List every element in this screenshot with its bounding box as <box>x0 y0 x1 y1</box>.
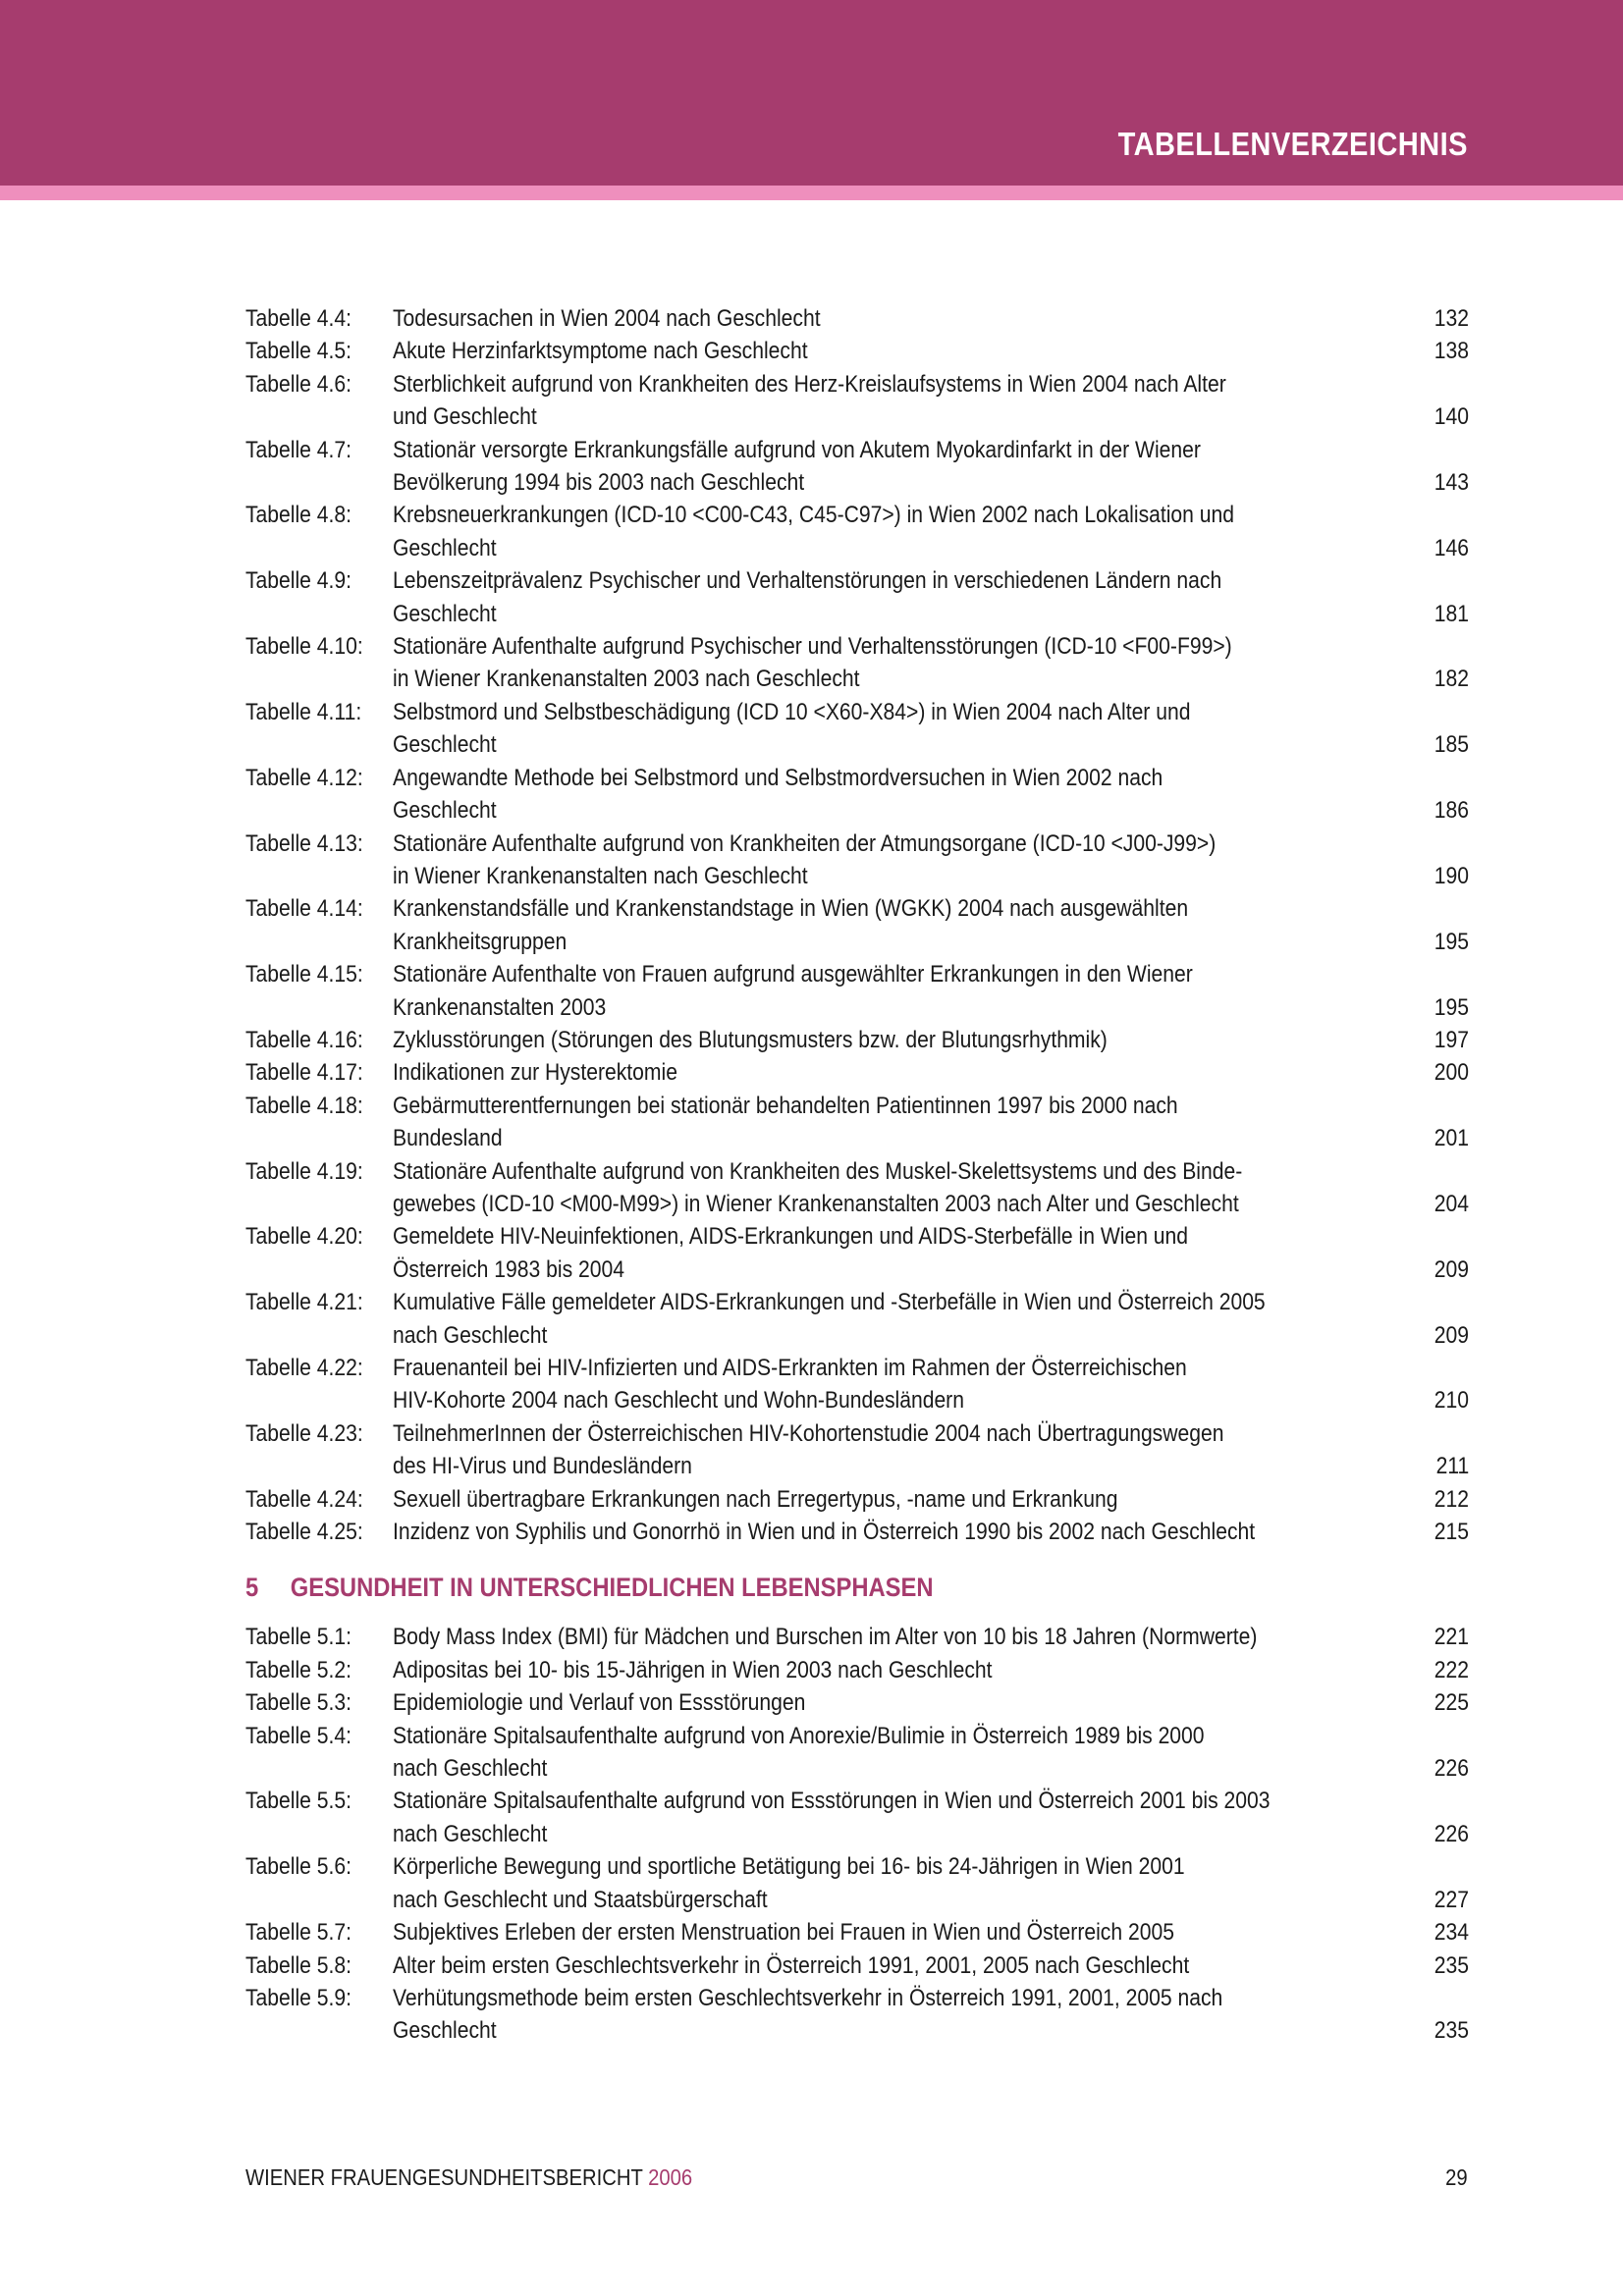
toc-entry-title: Alter beim ersten Geschlechtsverkehr in Österreich 1991, 2001, 2005 nach Geschlecht <box>393 1951 1190 1979</box>
toc-entry <box>245 564 1469 630</box>
toc-entry <box>245 1483 1469 1516</box>
section-title: GESUNDHEIT IN UNTERSCHIEDLICHEN LEBENSPHASEN <box>290 1573 934 1603</box>
toc-entry <box>245 1090 1469 1155</box>
footer-report-name: WIENER FRAUENGESUNDHEITSBERICHT <box>245 2164 643 2190</box>
toc-entry <box>245 302 1469 335</box>
toc-entry <box>245 696 1469 762</box>
toc-entry <box>245 1056 1469 1089</box>
toc-entry-title: Epidemiologie und Verlauf von Essstörungen <box>393 1689 806 1717</box>
toc-entry-label: Tabelle 4.8: <box>245 502 352 529</box>
toc-entry-title: Gemeldete HIV-Neuinfektionen, AIDS-Erkrankungen und AIDS-Sterbefälle in Wien und Österreich 1983 bis 2004 <box>393 1223 1189 1283</box>
toc-entry <box>245 499 1469 564</box>
section-heading <box>245 1570 1322 1605</box>
toc-entry-title: Stationäre Aufenthalte aufgrund von Krankheiten der Atmungsorgane (ICD-10 <J00-J99>) in Wiener Krankenanstalten nach Geschlecht <box>393 829 1217 889</box>
toc-entry-title: Stationär versorgte Erkrankungsfälle aufgrund von Akutem Myokardinfarkt in der Wiener Bevölkerung 1994 bis 2003 nach Geschlecht <box>393 436 1201 497</box>
toc-entry-page: 146 <box>1434 534 1469 561</box>
toc-entry <box>245 1621 1469 1653</box>
toc-entry-label: Tabelle 4.16: <box>245 1026 363 1053</box>
toc-entry-label: Tabelle 4.4: <box>245 305 352 332</box>
toc-entry <box>245 434 1469 500</box>
toc-entry-title: Selbstmord und Selbstbeschädigung (ICD 10 <X60-X84>) in Wien 2004 nach Alter und Geschlecht <box>393 698 1191 759</box>
toc-entry-page: 195 <box>1434 993 1469 1021</box>
toc-entry <box>245 1654 1469 1686</box>
toc-entry-title: Angewandte Methode bei Selbstmord und Selbstmordversuchen in Wien 2002 nach Geschlecht <box>393 764 1163 825</box>
section-number: 5 <box>245 1573 259 1603</box>
toc-entry-page: 143 <box>1434 469 1469 497</box>
toc-entry <box>245 1024 1469 1056</box>
toc-entry-page: 221 <box>1434 1624 1469 1651</box>
toc-entry-label: Tabelle 5.5: <box>245 1788 352 1815</box>
toc-entry-page: 225 <box>1434 1689 1469 1717</box>
footer-year: 2006 <box>648 2164 693 2190</box>
toc-entry-title: Kumulative Fälle gemeldeter AIDS-Erkrankungen und -Sterbefälle in Wien und Österreich 2005 nach Geschlecht <box>393 1289 1266 1349</box>
toc-entry-label: Tabelle 5.3: <box>245 1689 352 1717</box>
toc-entry-page: 211 <box>1435 1453 1469 1480</box>
toc-entry <box>245 1916 1469 1949</box>
toc-entry-title: Körperliche Bewegung und sportliche Betätigung bei 16- bis 24-Jährigen in Wien 2001 nach Geschlecht und Staatsbürgerschaft <box>393 1853 1185 1913</box>
toc-entry-label: Tabelle 4.14: <box>245 895 363 923</box>
toc-entry-title: Stationäre Spitalsaufenthalte aufgrund von Essstörungen in Wien und Österreich 2001 bis 2003 nach Geschlecht <box>393 1788 1271 1847</box>
toc-entry-label: Tabelle 5.6: <box>245 1853 352 1881</box>
toc-entry-title: Verhütungsmethode beim ersten Geschlechtsverkehr in Österreich 1991, 2001, 2005 nach Geschlecht <box>393 1984 1223 2045</box>
toc-entry-page: 181 <box>1434 600 1469 627</box>
toc-entry <box>245 892 1469 958</box>
toc-entry-page: 182 <box>1434 666 1469 693</box>
toc-entry <box>245 1785 1469 1850</box>
toc-entry-label: Tabelle 5.1: <box>245 1624 352 1651</box>
toc-entry-label: Tabelle 4.18: <box>245 1092 363 1119</box>
toc-entry-title: Frauenanteil bei HIV-Infizierten und AIDS-Erkrankten im Rahmen der Österreichischen HIV-Kohorte 2004 nach Geschlecht und Wohn-Bundesländern <box>393 1355 1187 1415</box>
toc-entry <box>245 762 1469 828</box>
toc-entry-title: TeilnehmerInnen der Österreichischen HIV-Kohortenstudie 2004 nach Übertragungswegen des HI-Virus und Bundesländern <box>393 1419 1224 1480</box>
toc-entry <box>245 368 1469 434</box>
toc-entry-label: Tabelle 4.5: <box>245 338 352 365</box>
toc-entry-label: Tabelle 4.13: <box>245 829 363 857</box>
toc-entry-label: Tabelle 4.15: <box>245 961 363 988</box>
toc-entry-title: Stationäre Aufenthalte von Frauen aufgrund ausgewählter Erkrankungen in den Wiener Krankenanstalten 2003 <box>393 961 1193 1021</box>
toc-entry <box>245 1850 1469 1916</box>
toc-entry-label: Tabelle 5.9: <box>245 1984 352 2011</box>
toc-entry-title: Todesursachen in Wien 2004 nach Geschlecht <box>393 305 821 332</box>
toc-entry-label: Tabelle 4.21: <box>245 1289 363 1316</box>
toc-entry-page: 209 <box>1434 1321 1469 1349</box>
toc-entry-title: Body Mass Index (BMI) für Mädchen und Burschen im Alter von 10 bis 18 Jahren (Normwerte) <box>393 1624 1258 1651</box>
toc-entry-page: 212 <box>1434 1485 1469 1513</box>
toc-entry-title: Subjektives Erleben der ersten Menstruation bei Frauen in Wien und Österreich 2005 <box>393 1919 1174 1947</box>
toc-entry-page: 215 <box>1434 1519 1469 1546</box>
toc-entry-label: Tabelle 4.11: <box>245 698 362 725</box>
toc-entry-label: Tabelle 4.19: <box>245 1157 363 1185</box>
table-list-chapter-5 <box>245 1621 1469 2047</box>
toc-entry-title: Zyklusstörungen (Störungen des Blutungsmusters bzw. der Blutungsrhythmik) <box>393 1026 1108 1053</box>
toc-entry <box>245 1286 1469 1352</box>
toc-entry-label: Tabelle 5.4: <box>245 1722 352 1749</box>
toc-entry-label: Tabelle 4.23: <box>245 1419 363 1447</box>
toc-entry-title: Stationäre Aufenthalte aufgrund von Krankheiten des Muskel-Skelettsystems und des Binde- gewebes (ICD-10 <M00-M99>) in Wiener Krankenanstalten 2003 nach Alter und Geschlecht <box>393 1157 1243 1217</box>
toc-entry-title: Stationäre Spitalsaufenthalte aufgrund von Anorexie/Bulimie in Österreich 1989 bis 2000 nach Geschlecht <box>393 1722 1205 1783</box>
toc-entry <box>245 1982 1469 2048</box>
toc-entry-title: Lebenszeitprävalenz Psychischer und Verhaltenstörungen in verschiedenen Ländern nach Geschlecht <box>393 567 1222 627</box>
toc-entry-label: Tabelle 4.6: <box>245 370 352 398</box>
toc-entry-page: 185 <box>1434 731 1469 759</box>
toc-entry-label: Tabelle 5.8: <box>245 1951 352 1979</box>
toc-entry <box>245 1417 1469 1483</box>
toc-entry-page: 235 <box>1434 2017 1469 2045</box>
toc-entry-page: 226 <box>1434 1755 1469 1783</box>
toc-entry-page: 235 <box>1434 1951 1469 1979</box>
toc-entry-title: Gebärmutterentfernungen bei stationär behandelten Patientinnen 1997 bis 2000 nach Bundesland <box>393 1092 1178 1152</box>
toc-entry <box>245 1220 1469 1286</box>
toc-entry <box>245 335 1469 367</box>
toc-entry <box>245 1352 1469 1417</box>
toc-entry <box>245 1949 1469 1982</box>
toc-entry-page: 201 <box>1434 1125 1469 1152</box>
toc-entry-label: Tabelle 4.22: <box>245 1355 363 1381</box>
toc-entry-page: 222 <box>1434 1656 1469 1683</box>
toc-entry-title: Stationäre Aufenthalte aufgrund Psychischer und Verhaltensstörungen (ICD-10 <F00-F99>) in Wiener Krankenanstalten 2003 nach Geschlecht <box>393 633 1232 693</box>
toc-entry-page: 195 <box>1434 928 1469 955</box>
toc-entry-title: Sexuell übertragbare Erkrankungen nach Erregertypus, -name und Erkrankung <box>393 1485 1118 1513</box>
toc-entry-page: 227 <box>1434 1886 1469 1913</box>
toc-entry-title: Krankenstandsfälle und Krankenstandstage in Wien (WGKK) 2004 nach ausgewählten Krankheitsgruppen <box>393 895 1189 955</box>
toc-entry-label: Tabelle 4.12: <box>245 764 363 791</box>
toc-entry-page: 234 <box>1434 1919 1469 1947</box>
toc-entry-label: Tabelle 4.10: <box>245 633 363 661</box>
toc-entry-page: 132 <box>1434 305 1469 332</box>
toc-entry-page: 190 <box>1434 862 1469 889</box>
header-stripe <box>0 186 1623 200</box>
table-list-chapter-4 <box>245 302 1469 1548</box>
toc-entry-title: Adipositas bei 10- bis 15-Jährigen in Wien 2003 nach Geschlecht <box>393 1656 993 1683</box>
toc-entry-title: Inzidenz von Syphilis und Gonorrhö in Wien und in Österreich 1990 bis 2002 nach Geschlecht <box>393 1519 1256 1546</box>
toc-entry-label: Tabelle 4.7: <box>245 436 352 463</box>
page-title: TABELLENVERZEICHNIS <box>1117 126 1468 162</box>
table-of-contents <box>245 302 1469 2048</box>
toc-entry-page: 210 <box>1434 1387 1469 1415</box>
toc-entry <box>245 828 1469 893</box>
toc-entry <box>245 958 1469 1024</box>
footer-report-title <box>245 2164 692 2191</box>
toc-entry-page: 140 <box>1434 403 1469 431</box>
toc-entry-page: 204 <box>1434 1190 1469 1217</box>
toc-entry-label: Tabelle 5.2: <box>245 1656 352 1683</box>
toc-entry-page: 197 <box>1434 1026 1469 1053</box>
toc-entry <box>245 630 1469 696</box>
toc-entry <box>245 1155 1469 1221</box>
toc-entry-title: Indikationen zur Hysterektomie <box>393 1059 677 1087</box>
toc-entry-title: Sterblichkeit aufgrund von Krankheiten des Herz-Kreislaufsystems in Wien 2004 nach Alter und Geschlecht <box>393 370 1226 431</box>
toc-entry-page: 200 <box>1434 1059 1469 1087</box>
toc-entry-title: Krebsneuerkrankungen (ICD-10 <C00-C43, C45-C97>) in Wien 2002 nach Lokalisation und Geschlecht <box>393 502 1235 561</box>
footer-page-number: 29 <box>1445 2164 1468 2190</box>
toc-entry-title: Akute Herzinfarktsymptome nach Geschlecht <box>393 338 808 365</box>
toc-entry-label: Tabelle 4.20: <box>245 1223 363 1251</box>
toc-entry-label: Tabelle 4.17: <box>245 1059 363 1087</box>
toc-entry-page: 138 <box>1434 338 1469 365</box>
toc-entry-page: 186 <box>1434 797 1469 825</box>
toc-entry <box>245 1686 1469 1719</box>
toc-entry-page: 226 <box>1434 1820 1469 1847</box>
toc-entry <box>245 1720 1469 1786</box>
toc-entry <box>245 1516 1469 1548</box>
toc-entry-page: 209 <box>1434 1255 1469 1283</box>
toc-entry-label: Tabelle 4.25: <box>245 1519 363 1546</box>
toc-entry-label: Tabelle 4.9: <box>245 567 352 595</box>
toc-entry-label: Tabelle 4.24: <box>245 1485 363 1513</box>
toc-entry-label: Tabelle 5.7: <box>245 1919 352 1947</box>
